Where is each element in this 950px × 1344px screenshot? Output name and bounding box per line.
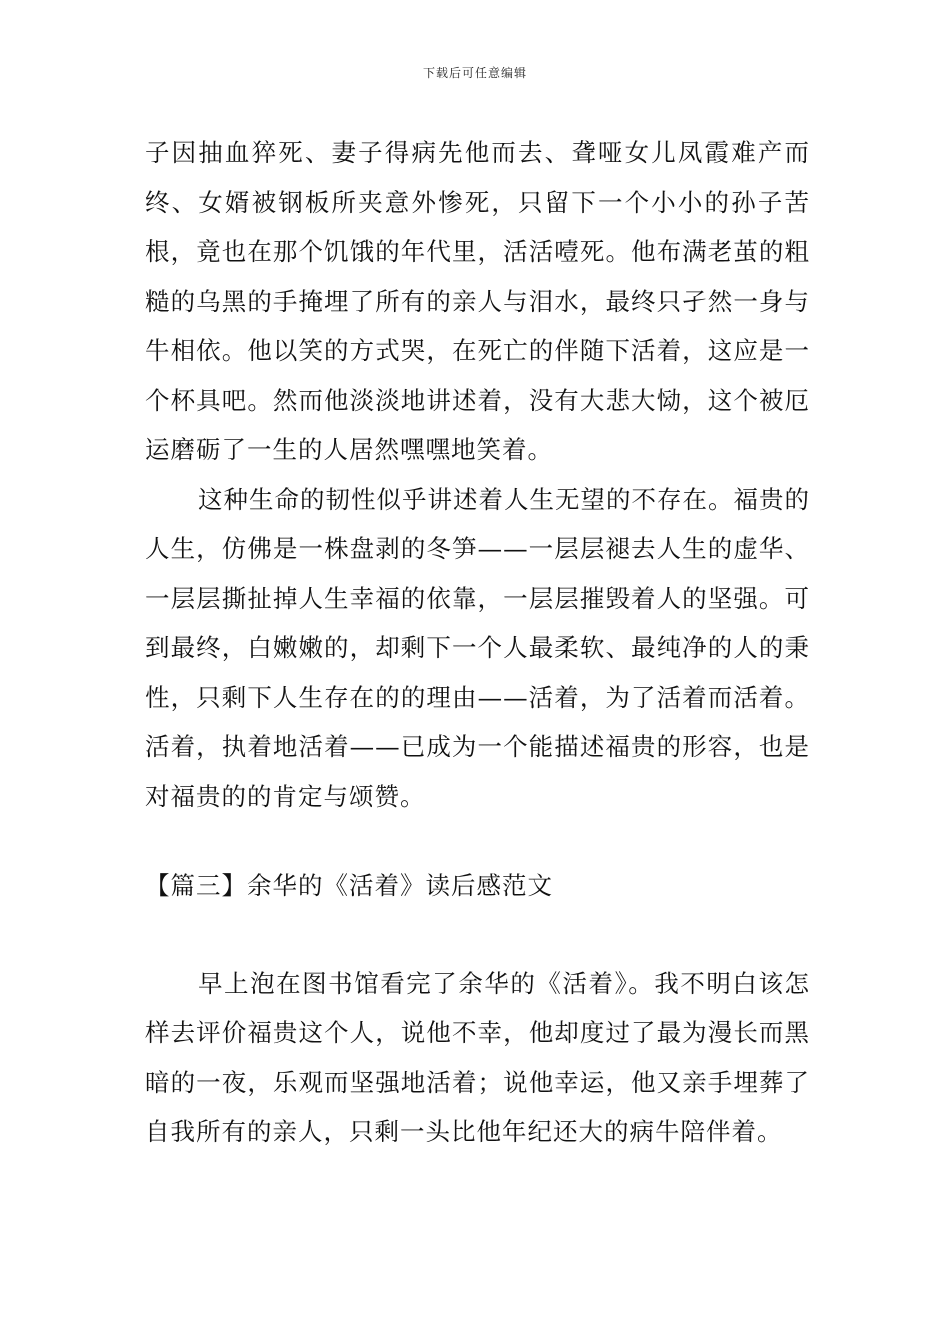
paragraph-life-resilience: 这种生命的韧性似乎讲述着人生无望的不存在。福贵的人生，仿佛是一株盘剥的冬笋——一层层褪去人生的虚华、一层层撕扯掉人生幸福的依靠，一层层摧毁着人的坚强。可到最终，白嫩嫩的，却剩下一个人最柔软、最纯净的人的秉性，只剩下人生存在的的理由——活着，为了活着而活着。活着，执着地活着——已成为一个能描述福贵的形容，也是对福贵的的肯定与颂赞。 [145, 484, 810, 811]
section-title: 【篇三】余华的《活着》读后感范文 [145, 871, 553, 900]
document-body [145, 128, 810, 1157]
paragraph-library-reading: 早上泡在图书馆看完了余华的《活着》。我不明白该怎样去评价福贵这个人，说他不幸，他却度过了最为漫长而黑暗的一夜，乐观而坚强地活着；说他幸运，他又亲手埋葬了自我所有的亲人，只剩一头比他年纪还大的病牛陪伴着。 [145, 968, 810, 1146]
header-note: 下载后可任意编辑 [422, 66, 527, 80]
paragraph-continued: 子因抽血猝死、妻子得病先他而去、聋哑女儿凤霞难产而终、女婿被钢板所夹意外惨死，只留下一个小小的孙子苦根，竟也在那个饥饿的年代里，活活噎死。他布满老茧的粗糙的乌黑的手掩埋了所有的亲人与泪水，最终只孑然一身与牛相依。他以笑的方式哭，在死亡的伴随下活着，这应是一个杯具吧。然而他淡淡地讲述着，没有大悲大恸，这个被厄运磨砺了一生的人居然嘿嘿地笑着。 [145, 138, 810, 464]
